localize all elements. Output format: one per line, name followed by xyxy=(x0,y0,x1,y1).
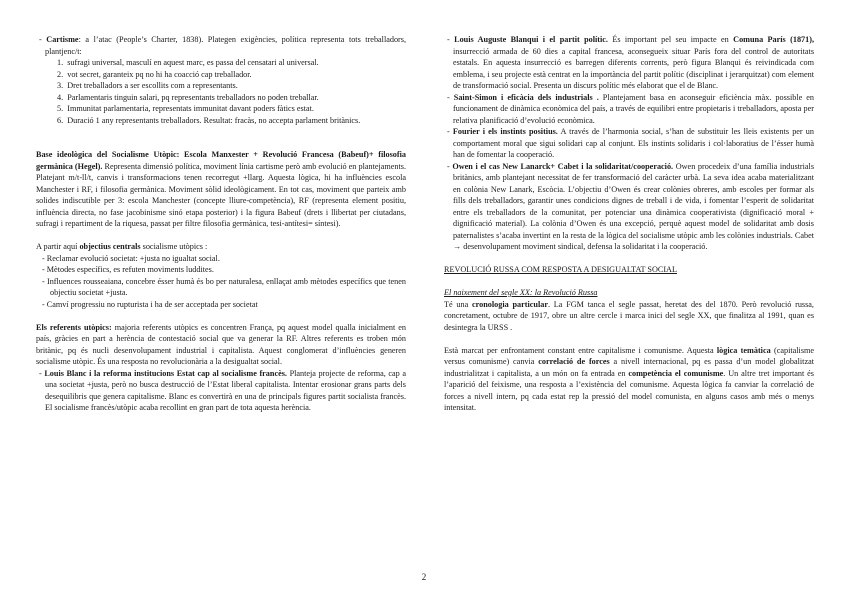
objectiu-item: - Camví progressiu no rupturista i ha de ser acceptada per societat xyxy=(42,299,258,309)
objectius-intro: A partir aquí objectius centrals socialisme utòpics : xyxy=(36,242,208,251)
cartisme-text: : a l’atac (People’s Charter, 1838). Plategen exigències, política representa tots treballadors, plantjenc/t: xyxy=(45,35,407,56)
section-title: REVOLUCIÓ RUSSA COM RESPOSTA A DESIGUALTAT SOCIAL xyxy=(444,265,677,274)
objectiu-item: - Influences rousseaiana, concebre ésser humà és bo per naturalesa, enllaçat amb mètodes específics que tenen objectiu societat +justa. xyxy=(42,276,407,297)
base-ideologica-paragraph: Base ideològica del Socialisme Utòpic: Escola Manxester + Revolució Francesa (Babeuf)+ filosofia germànica (Hegel). Representa dimensió política, moviment línia cartisme però amb evolució en plantejaments. Platejant m/t-ll/t, canvis i transformacions tenen recorregut +llarg. Aquesta lògica, hi ha influències escola Manchester i RF, i filosofia germànica. Moviment sòlid ideològicament. En tot cas, moviment que parteix amb solides indiscutible per 3: escola Manchester (concepte lliure-competència), RF (representa element positiu, influència directa, no fase jacobinisme sinó etapa posterior) i la figura Babeuf (drets i llibertat per ciutadans, sufragi i repartiment de la riquesa, passat per filtre filosofia germànica, tesi-antítesi= síntesi). xyxy=(36,150,407,228)
objectiu-item: - Mètodes específics, es refuten moviments luddites. xyxy=(42,265,214,274)
saintsimon-paragraph: - Saint-Simon i eficàcia dels industrials . Plantejament basa en aconseguir eficiència màx. possible en funcionament de dinàmica econòmica del país, a través de equilibri entre propietaris i treballadors, aposta per relativa planificació d’evolució econòmica. xyxy=(447,92,815,125)
cronologia-paragraph: Té una cronologia particular. La FGM tanca el segle passat, heretat des del 1870. Però revolució russa, concretament, octubre de 1917, obre un altre cercle i marca inici del segle XX, que finalitza al 1991, quan es desintegra la URSS . xyxy=(444,299,814,332)
owen-paragraph: - Owen i el cas New Lanarck+ Cabet i la solidaritat/cooperació. Owen procedeix d’una família industrials britànics, amb plantejant necessitat de fer transformació del caràcter urbà. La seva idea acaba materialitzant en colònia New Lanark, Escòcia. L’objectiu d’Owen és crear colònies obreres, amb escoles per formar als fills dels treballadors, garantir unes condicions dignes de treball i de vida, i fomentar l’esperit de solidaritat entre els treballadors de la comunitat, per potenciar una dinàmica cooperativista (dignificació moral + dignificació material). La colònia d’Owen és una excepció, perquè aquest model de solidaritat amb dosis paternalistes s’acaba invertint en la resta de la lògica del socialisme utòpic amb les colònies industrials. Cabet → desenvolupament moviment sindical, defensa la solidaritat i la cooperació. xyxy=(447,161,815,251)
cartisme-paragraph: - Cartisme: a l’atac (People’s Charter, 1838). Plategen exigències, política representa tots treballadors, plantjenc/t: xyxy=(39,35,407,56)
blanqui-paragraph: - Louis Auguste Blanqui i el partit polític. És important pel seu impacte en Comuna París (1871), insurrecció armada de 60 dies a capital francesa, aconsegueix situar París fora del control de autoritats estatals. En aquesta insurrecció es barregen diferents corrents, però figura Blanqui és reivindicada com emblema, i seu projecte està centrat en la importància del partit polític (disciplinat i jerarquitzat) com element de transformació social. Presenta un discurs polític més elaborat que el de Blanc. xyxy=(447,35,814,90)
demand-item: 5. Immunitat parlamentaria, representats immunitat davant poders fàtics estat. xyxy=(57,104,314,113)
subsection-title: El naixement del segle XX: la Revolució Russa xyxy=(444,288,598,297)
demand-item: 4. Parlamentaris tinguin salari, pq representants treballadors no poden treballar. xyxy=(57,92,319,102)
blanc-paragraph: - Louis Blanc i la reforma institucions Estat cap al socialisme francès. Planteja projecte de reforma, cap a una societat +justa, però no busca destrucció de l’Estat liberal capitalista. Intentar erosionar grans parts dels desequilibris que genera capitalisme. Blanc es convertirà en una de principals figures partit socialista francès. El socialisme francès/utòpic acaba recollint en gran part de tota aquesta herència. xyxy=(39,368,407,412)
left-column xyxy=(36,34,406,414)
page-number: 2 xyxy=(421,572,427,582)
right-column xyxy=(444,34,814,414)
base-heading: Base ideològica del Socialisme Utòpic: Escola Manxester + Revolució Francesa (Babeuf)+ filosofia germànica (Hegel). xyxy=(36,150,406,171)
cartisme-label: Cartisme xyxy=(46,35,79,44)
enfrontament-paragraph: Està marcat per enfrontament constant entre capitalisme i comunisme. Aquesta lògica temàtica (capitalisme versus comunisme) canvia correlació de forces a nivell internacional, pq es passa d’un model globalitzat industrialitzat i capitalista, a un món on fa entrada en competència el comunisme. Un altre tret important és l’aparició del feixisme, una resposta a l’existència del comunisme. Aquesta lògica fa canviar la correlació de forces a nivell intern, pq cada estat rep la pressió del model comunista, en alguns casos amb més o menys intensitat. xyxy=(444,345,815,412)
fourier-paragraph: - Fourier i els instints positius. A través de l’harmonia social, s’han de substituir les lleis existents per un comportament moral que sigui solidari cap al conjunt. Els instints solidaris i col·laboratius de l’ésser humà han de fomentar la cooperació. xyxy=(447,127,814,159)
referents-paragraph: Els referents utòpics: majoria referents utòpics es concentren França, pq aquest model qualla inicialment en país, gràcies en part a herència de contestació social que va generar la RF. Altres referents es troben món britànic, pq és nucli desenvolupament industrial i capitalista. Aquest conglomerat d’influències generen socialisme utòpic. És una resposta no revolucionària a la desigualtat social. xyxy=(36,322,406,366)
demand-item: 2. vot secret, garanteix pq no hi ha coacció cap treballador. xyxy=(57,69,252,79)
demand-item: 3. Dret treballadors a ser escollits com a representants. xyxy=(57,81,238,90)
demand-item: 6. Duració 1 any representants treballadors. Resultat: fracàs, no accepta parlament britànics. xyxy=(57,115,361,125)
objectiu-item: - Reclamar evolució societat: +justa no igualtat social. xyxy=(42,253,220,263)
demand-item: 1. sufragi universal, masculí en aquest marc, es passa del censatari al universal. xyxy=(57,58,319,67)
